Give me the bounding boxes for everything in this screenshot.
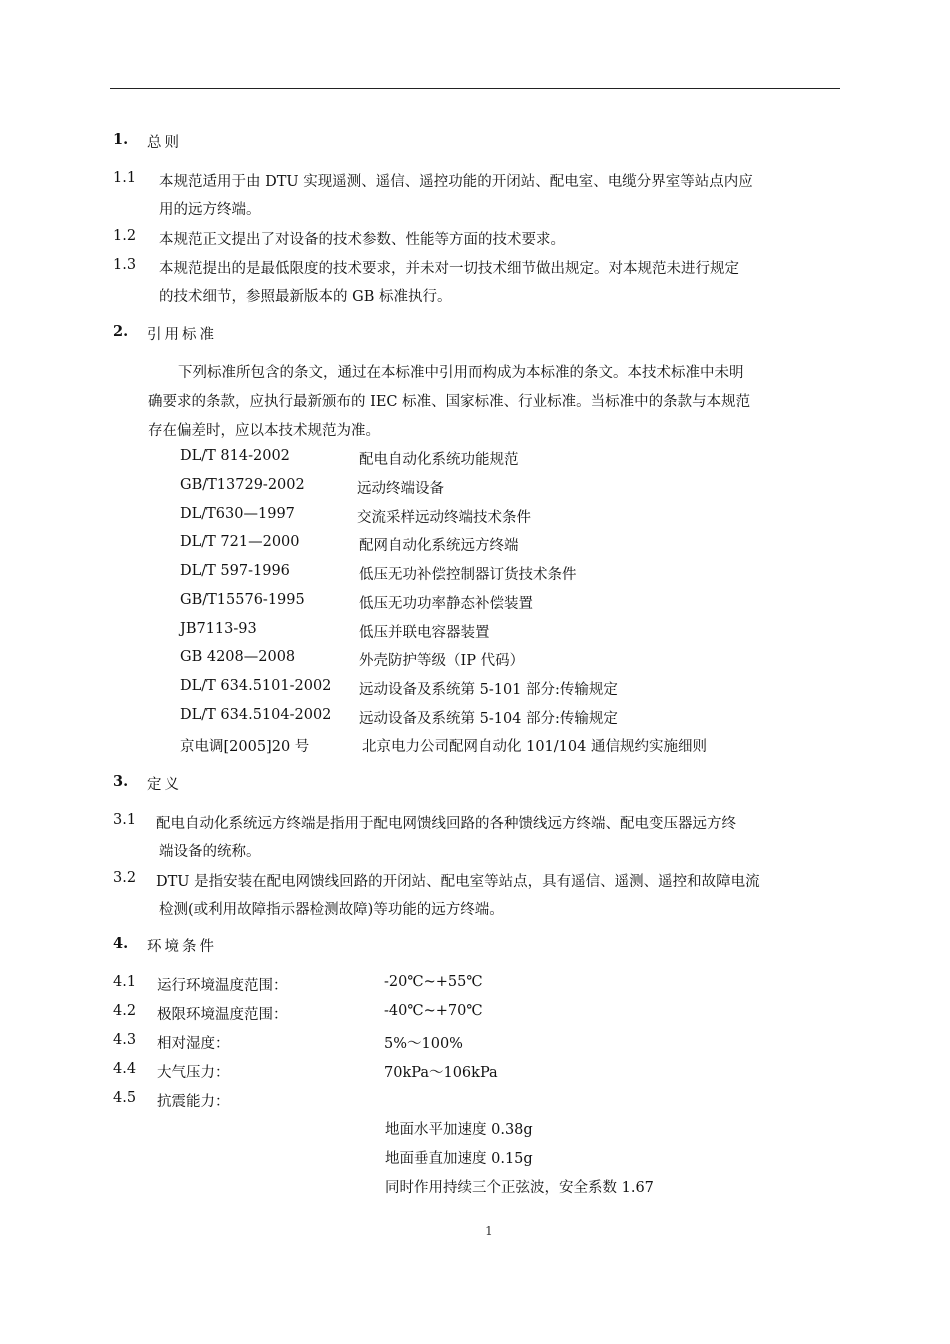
condition-label: 大气压力：: [157, 1065, 230, 1081]
clause-number: 4.2: [113, 1003, 137, 1019]
clause-text: 端设备的统称。: [159, 844, 261, 860]
condition-label: 抗震能力：: [157, 1094, 230, 1110]
section-3-title: 定义: [147, 777, 182, 793]
clause-text: 的技术细节，参照最新版本的 GB 标准执行。: [159, 289, 452, 305]
header-rule: [110, 88, 840, 89]
section-1-number: 1.: [113, 131, 129, 148]
clause-number: 4.1: [113, 974, 137, 990]
intro-line: 确要求的条款，应执行最新颁布的 IEC 标准、国家标准、行业标准。当标准中的条款与本规范: [148, 394, 751, 410]
seismic-line: 地面垂直加速度 0.15g: [385, 1151, 533, 1167]
condition-value: 5%～100%: [384, 1036, 463, 1052]
standard-code: DL/T 597-1996: [180, 563, 290, 579]
standard-code: DL/T 634.5104-2002: [180, 707, 332, 723]
standard-code: DL/T 814-2002: [180, 448, 290, 464]
intro-line: 存在偏差时，应以本技术规范为准。: [148, 423, 380, 439]
standard-code: GB 4208—2008: [180, 649, 296, 665]
condition-value: -20℃~+55℃: [384, 974, 483, 990]
section-4-title: 环境条件: [147, 939, 217, 955]
section-1-title: 总则: [147, 135, 182, 151]
clause-number: 3.1: [113, 812, 137, 828]
clause-number: 4.5: [113, 1090, 137, 1106]
page-number: 1: [485, 1224, 493, 1238]
standard-name: 远动终端设备: [357, 481, 444, 497]
seismic-line: 同时作用持续三个正弦波，安全系数 1.67: [385, 1180, 654, 1196]
standard-code: GB/T15576-1995: [180, 592, 305, 608]
condition-value: 70kPa～106kPa: [384, 1065, 498, 1081]
clause-number: 3.2: [113, 870, 137, 886]
condition-label: 极限环境温度范围：: [157, 1007, 288, 1023]
clause-number: 4.3: [113, 1032, 137, 1048]
standard-code: 京电调[2005]20 号: [180, 739, 310, 755]
standard-name: 低压并联电容器装置: [359, 625, 490, 641]
section-2-number: 2.: [113, 323, 129, 340]
standard-name: 低压无功补偿控制器订货技术条件: [359, 567, 577, 583]
condition-label: 相对湿度：: [157, 1036, 230, 1052]
clause-text: 本规范正文提出了对设备的技术参数、性能等方面的技术要求。: [159, 232, 565, 248]
standard-code: DL/T 634.5101-2002: [180, 678, 332, 694]
condition-value: -40℃~+70℃: [384, 1003, 483, 1019]
section-4-number: 4.: [113, 935, 129, 952]
clause-number: 1.1: [113, 170, 137, 186]
clause-number: 1.3: [113, 257, 137, 273]
section-2-title: 引用标准: [147, 327, 217, 343]
standard-name: 配电自动化系统功能规范: [359, 452, 519, 468]
standard-name: 配网自动化系统远方终端: [359, 538, 519, 554]
standard-code: GB/T13729-2002: [180, 477, 305, 493]
standard-code: DL/T 721—2000: [180, 534, 300, 550]
clause-number: 4.4: [113, 1061, 137, 1077]
clause-text: 检测(或利用故障指示器检测故障)等功能的远方终端。: [159, 902, 504, 918]
standard-name: 远动设备及系统第 5-104 部分:传输规定: [359, 711, 618, 727]
clause-text: 本规范适用于由 DTU 实现遥测、遥信、遥控功能的开闭站、配电室、电缆分界室等站点内应: [159, 174, 753, 190]
condition-label: 运行环境温度范围：: [157, 978, 288, 994]
seismic-line: 地面水平加速度 0.38g: [385, 1122, 533, 1138]
standard-name: 外壳防护等级（IP 代码）: [359, 653, 525, 669]
standard-code: JB7113-93: [180, 621, 257, 637]
intro-line: 下列标准所包含的条文，通过在本标准中引用而构成为本标准的条文。本技术标准中未明: [178, 365, 744, 381]
standard-code: DL/T630—1997: [180, 506, 295, 522]
standard-name: 北京电力公司配网自动化 101/104 通信规约实施细则: [362, 739, 707, 755]
clause-text: 本规范提出的是最低限度的技术要求，并未对一切技术细节做出规定。对本规范未进行规定: [159, 261, 739, 277]
standard-name: 交流采样远动终端技术条件: [357, 510, 531, 526]
standard-name: 远动设备及系统第 5-101 部分:传输规定: [359, 682, 618, 698]
clause-text: DTU 是指安装在配电网馈线回路的开闭站、配电室等站点，具有遥信、遥测、遥控和故障电流: [156, 874, 760, 890]
standard-name: 低压无功功率静态补偿装置: [359, 596, 533, 612]
section-3-number: 3.: [113, 773, 129, 790]
clause-text: 配电自动化系统远方终端是指用于配电网馈线回路的各种馈线远方终端、配电变压器远方终: [156, 816, 736, 832]
clause-number: 1.2: [113, 228, 137, 244]
clause-text: 用的远方终端。: [159, 202, 261, 218]
